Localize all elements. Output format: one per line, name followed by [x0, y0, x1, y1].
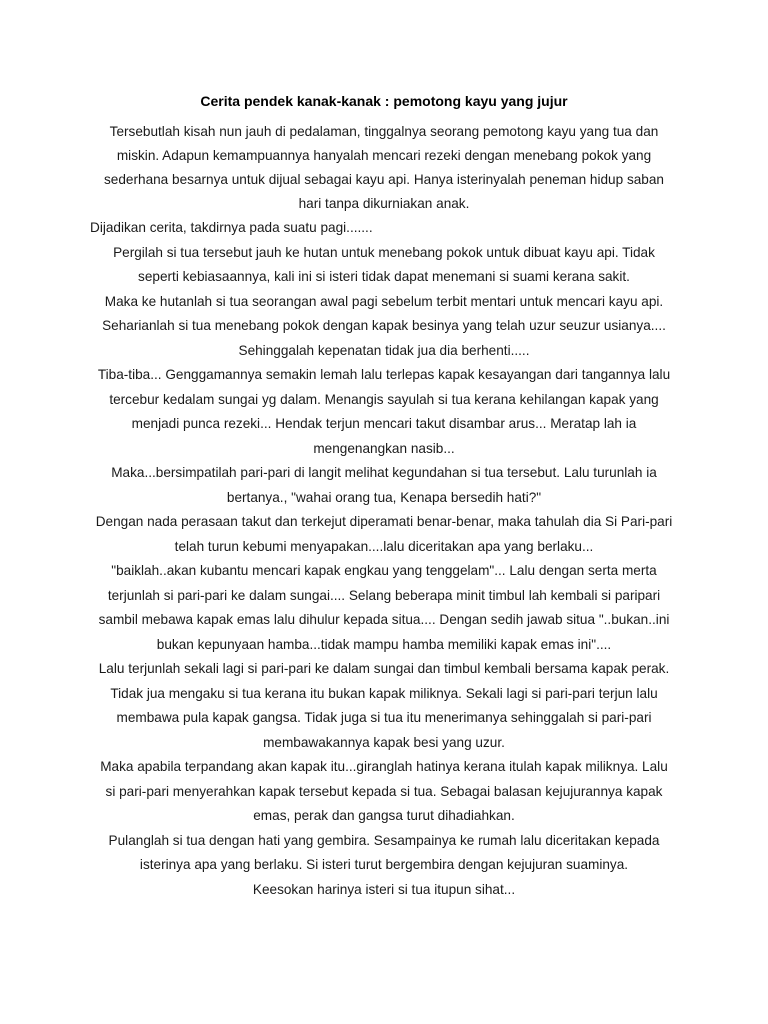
- document-title: Cerita pendek kanak-kanak : pemotong kayu yang jujur: [200, 93, 568, 109]
- body-line: membawakannya kapak besi yang uzur.: [263, 735, 505, 750]
- body-line: terjunlah si pari-pari ke dalam sungai.... Selang beberapa minit timbul lah kembali si paripari: [107, 588, 661, 603]
- body-line: Dijadikan cerita, takdirnya pada suatu pagi.......: [90, 220, 373, 235]
- body-line: Seharianlah si tua menebang pokok dengan kapak besinya yang telah uzur seuzur usianya....: [102, 318, 666, 333]
- body-line: seperti kebiasaannya, kali ini si isteri tidak dapat menemani si suami kerana sakit.: [138, 269, 630, 284]
- body-line: mengenangkan nasib...: [313, 441, 455, 456]
- body-line: Maka...bersimpatilah pari-pari di langit melihat kegundahan si tua tersebut. Lalu turunlah ia: [111, 465, 657, 480]
- body-line: Tersebutlah kisah nun jauh di pedalaman, tinggalnya seorang pemotong kayu yang tua dan: [109, 124, 659, 139]
- body-line: Dengan nada perasaan takut dan terkejut diperamati benar-benar, maka tahulah dia Si Pari-pari: [95, 514, 673, 529]
- body-line: emas, perak dan gangsa turut dihadiahkan.: [253, 808, 515, 823]
- body-line: miskin. Adapun kemampuannya hanyalah mencari rezeki dengan menebang pokok yang: [116, 148, 652, 163]
- body-line: "baiklah..akan kubantu mencari kapak engkau yang tenggelam"... Lalu dengan serta merta: [111, 563, 657, 578]
- body-line: membawa pula kapak gangsa. Tidak juga si tua itu menerimanya sehinggalah si pari-pari: [116, 710, 652, 725]
- body-line: Tidak jua mengaku si tua kerana itu bukan kapak miliknya. Sekali lagi si pari-pari terjun lalu: [110, 686, 658, 701]
- body-line: Maka apabila terpandang akan kapak itu...giranglah hatinya kerana itulah kapak miliknya. Lalu: [100, 759, 668, 774]
- body-line: telah turun kebumi menyapakan....lalu diceritakan apa yang berlaku...: [174, 539, 594, 554]
- body-line: Keesokan harinya isteri si tua itupun sihat...: [252, 882, 516, 897]
- body-line: bukan kepunyaan hamba...tidak mampu hamba memiliki kapak emas ini"....: [156, 637, 612, 652]
- body-line: isterinya apa yang berlaku. Si isteri turut bergembira dengan kejujuran suaminya.: [139, 857, 629, 872]
- body-line: Pergilah si tua tersebut jauh ke hutan untuk menebang pokok untuk dibuat kayu api. Tidak: [113, 245, 655, 260]
- body-line: sambil mebawa kapak emas lalu dihulur kepada situa.... Dengan sedih jawab situa "..bukan..ini: [98, 612, 670, 627]
- body-line: Sehinggalah kepenatan tidak jua dia berhenti.....: [238, 343, 530, 358]
- body-line: tercebur kedalam sungai yg dalam. Menangis sayulah si tua kerana kehilangan kapak yang: [109, 392, 659, 407]
- body-line: sederhana besarnya untuk dijual sebagai kayu api. Hanya isterinyalah peneman hidup saban: [104, 172, 664, 187]
- body-line: Maka ke hutanlah si tua seorangan awal pagi sebelum terbit mentari untuk mencari kayu api.: [104, 294, 664, 309]
- body-line: hari tanpa dikurniakan anak.: [298, 196, 470, 211]
- body-line: si pari-pari menyerahkan kapak tersebut kepada si tua. Sebagai balasan kejujurannya kapak: [105, 784, 663, 799]
- body-line: bertanya., "wahai orang tua, Kenapa bersedih hati?": [226, 490, 542, 505]
- body-line: Tiba-tiba... Genggamannya semakin lemah lalu terlepas kapak kesayangan dari tangannya lalu: [97, 367, 671, 382]
- body-line: menjadi punca rezeki... Hendak terjun mencari takut disambar arus... Meratap lah ia: [131, 416, 637, 431]
- body-line: Lalu terjunlah sekali lagi si pari-pari ke dalam sungai dan timbul kembali bersama kapak perak.: [98, 661, 670, 676]
- body-line: Pulanglah si tua dengan hati yang gembira. Sesampainya ke rumah lalu diceritakan kepada: [108, 833, 660, 848]
